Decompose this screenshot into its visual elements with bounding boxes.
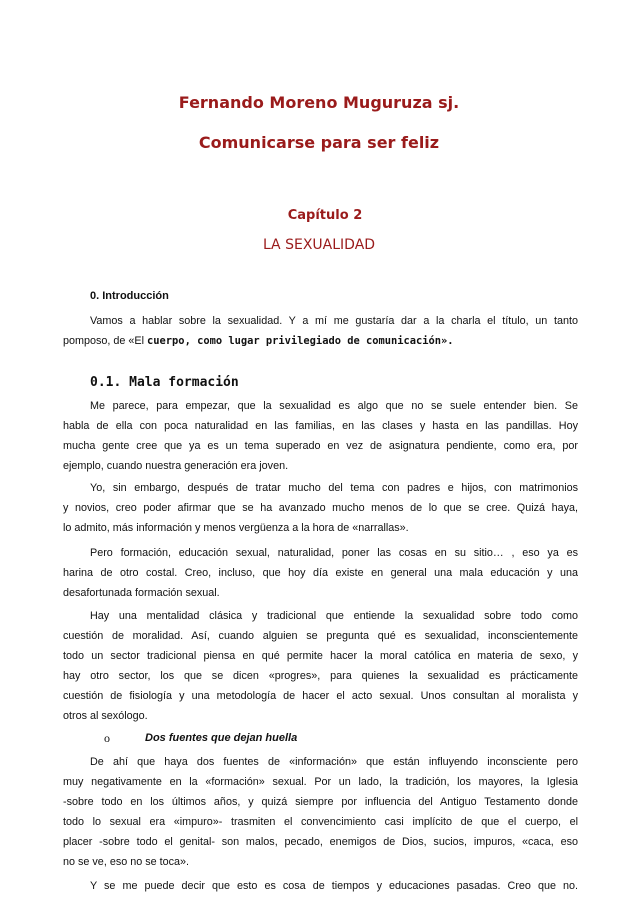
author-name: Fernando Moreno Muguruza sj. <box>178 93 460 112</box>
chapter-title: LA SEXUALIDAD <box>262 237 376 253</box>
body-text-line: todo lo sexual era «impuro»- trasmiten el convencimiento casi implícito de que el cuerpo, el <box>63 816 578 828</box>
body-text-plain: pomposo, de «El <box>63 335 148 347</box>
body-text-line: hay otro sector, los que se dicen «progres», para quienes la sexualidad es prácticamente <box>63 670 578 682</box>
body-text-line: lo admito, más información y menos vergüenza a la hora de «narrallas». <box>63 522 409 534</box>
chapter-label: Capítulo 2 <box>287 208 363 223</box>
body-text-line: todo un sector tradicional piensa en qué permite hacer la moral católica en materia de sexo, y <box>63 650 578 662</box>
section-heading-mala-formacion: 0.1. Mala formación <box>90 375 239 390</box>
bullet-marker: o <box>104 731 110 745</box>
body-text-line: y novios, creo poder afirmar que se ha avanzado mucho menos de lo que se cree. Quizá haya, <box>63 502 578 514</box>
body-text-bold: cuerpo, como lugar privilegiado de comunicación». <box>147 335 454 347</box>
body-text-line <box>63 331 578 351</box>
body-text-line: Y se me puede decir que esto es cosa de tiempos y educaciones pasadas. Creo que no. <box>90 880 578 892</box>
body-text-line: Pero formación, educación sexual, naturalidad, poner las cosas en su sitio… , eso ya es <box>90 547 578 559</box>
paragraph <box>63 606 578 726</box>
section-heading-intro: 0. Introducción <box>90 290 169 302</box>
body-text-line: Yo, sin embargo, después de tratar mucho del tema con padres e hijos, con matrimonios <box>90 482 578 494</box>
paragraph <box>63 311 578 351</box>
body-text-line: cuestión de moralidad. Así, cuando alguien se pregunta qué es sexualidad, inconscientemente <box>63 630 578 642</box>
body-text-line: otros al sexólogo. <box>63 710 148 722</box>
paragraph <box>63 876 578 896</box>
body-text-line: no se ve, eso no se toca». <box>63 856 190 868</box>
body-text-line: muy negativamente en la «formación» sexual. Por un lado, la tradición, los mayores, la Iglesia <box>63 776 578 788</box>
paragraph <box>63 752 578 872</box>
body-text-line: ejemplo, cuando nuestra generación era joven. <box>63 460 289 472</box>
body-text-line: placer -sobre todo el genital- son malos, pecado, enemigos de Dios, sucios, impuros, «caca, eso <box>63 836 578 848</box>
paragraph <box>63 543 578 603</box>
paragraph <box>63 478 578 538</box>
body-text-line: mucha gente cree que ya es un tema superado en vez de asignatura pendiente, como era, por <box>63 440 578 452</box>
body-text-line: Vamos a hablar sobre la sexualidad. Y a mí me gustaría dar a la charla el título, un tanto <box>90 315 578 327</box>
body-text-line: De ahí que haya dos fuentes de «información» que están influyendo inconsciente pero <box>90 756 578 768</box>
bullet-subheading <box>0 728 638 748</box>
body-text-line: cuestión de fisiología y una metodología de hacer el acto sexual. Unos consultan al moralista y <box>63 690 578 702</box>
body-text-line: Me parece, para empezar, que la sexualidad es algo que no se suele entender bien. Se <box>90 400 578 412</box>
body-text-line: habla de ella con poca naturalidad en las familias, en las clases y hasta en las pandillas. Hoy <box>63 420 578 432</box>
paragraph <box>63 396 578 476</box>
body-text-line: -sobre todo en los últimos años, y quizá siempre por influencia del Antiguo Testamento donde <box>63 796 578 808</box>
body-text-line: Hay una mentalidad clásica y tradicional que entiende la sexualidad sobre todo como <box>90 610 578 622</box>
body-text-line: desafortunada formación sexual. <box>63 587 220 599</box>
subsection-heading: Dos fuentes que dejan huella <box>145 732 298 744</box>
book-title: Comunicarse para ser feliz <box>198 133 440 152</box>
body-text-line: harina de otro costal. Creo, incluso, que hoy día existe en general una mala educación y una <box>63 567 578 579</box>
